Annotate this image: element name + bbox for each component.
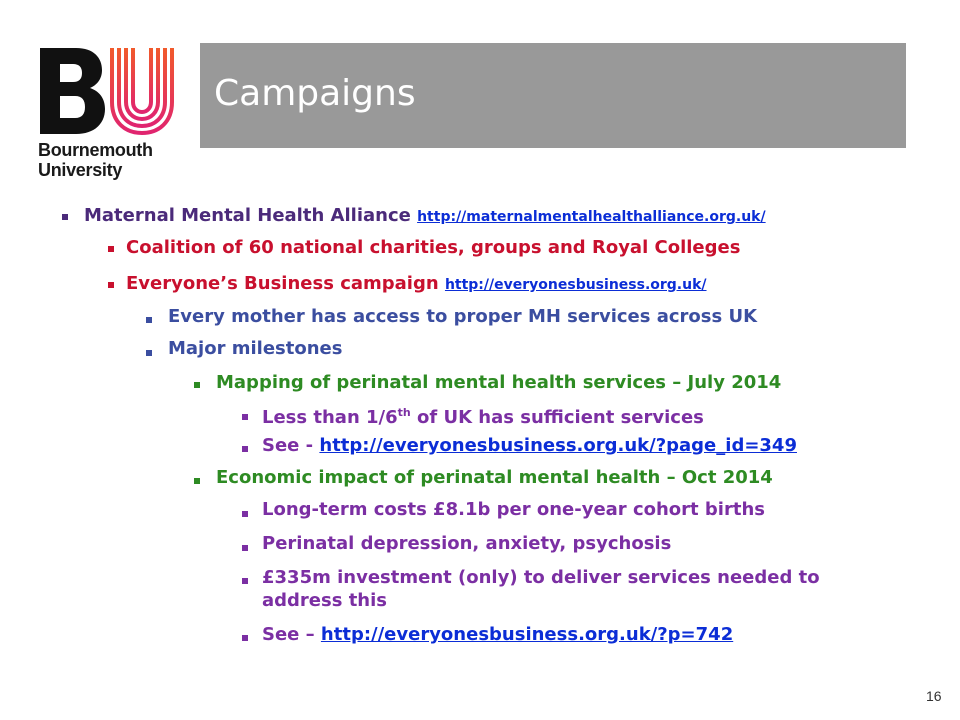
bullet-mapping-services: Mapping of perinatal mental health services – July 2014 [216, 372, 782, 393]
bullet-see-p742 [262, 624, 733, 646]
bullet-marker [146, 350, 152, 356]
bullet-text-post: of UK has sufficient services [410, 407, 704, 428]
bullet-marker [242, 545, 248, 551]
bullet-text-pre: Less than 1/6 [262, 407, 398, 428]
superscript: th [397, 406, 411, 419]
bullet-marker [194, 382, 200, 388]
p742-link[interactable]: http://everyonesbusiness.org.uk/?p=742 [320, 624, 734, 645]
bullet-coalition: Coalition of 60 national charities, groups and Royal Colleges [126, 237, 741, 258]
bullet-marker [242, 635, 248, 641]
bullet-marker [242, 446, 248, 452]
bullet-economic-impact: Economic impact of perinatal mental health – Oct 2014 [216, 467, 773, 488]
alliance-link[interactable]: http://maternalmentalhealthalliance.org.uk/ [417, 209, 766, 225]
everyones-business-link[interactable]: http://everyonesbusiness.org.uk/ [444, 277, 707, 293]
bullet-long-term-costs: Long-term costs £8.1b per one-year cohort births [262, 499, 765, 520]
bullet-everyones-business [126, 273, 707, 296]
bullet-marker [242, 414, 248, 420]
bullet-maternal-alliance [84, 205, 766, 228]
slide-title: Campaigns [214, 73, 416, 114]
bullet-marker [108, 282, 114, 288]
bullet-marker [242, 511, 248, 517]
bullet-marker [146, 317, 152, 323]
bullet-text: See - [262, 435, 320, 456]
bullet-investment-line2: address this [262, 590, 387, 611]
bullet-perinatal-depression: Perinatal depression, anxiety, psychosis [262, 533, 672, 554]
bullet-less-than [262, 402, 704, 429]
bullet-marker [108, 246, 114, 252]
page-number: 16 [926, 688, 942, 704]
bullet-text: Maternal Mental Health Alliance [84, 205, 418, 226]
bullet-marker [194, 478, 200, 484]
bullet-marker [62, 214, 68, 220]
bullet-every-mother: Every mother has access to proper MH services across UK [168, 306, 758, 327]
bullet-text: See – [262, 624, 321, 645]
logo-line-2: University [38, 160, 123, 180]
bullet-investment-line1: £335m investment (only) to deliver services needed to [262, 567, 820, 588]
bullet-text: Everyone’s Business campaign [126, 273, 445, 294]
bullet-marker [242, 578, 248, 584]
bullet-major-milestones: Major milestones [168, 338, 343, 359]
page349-link[interactable]: http://everyonesbusiness.org.uk/?page_id=349 [319, 435, 797, 456]
logo-line-1: Bournemouth [38, 140, 153, 160]
bullet-see-page349 [262, 435, 797, 457]
